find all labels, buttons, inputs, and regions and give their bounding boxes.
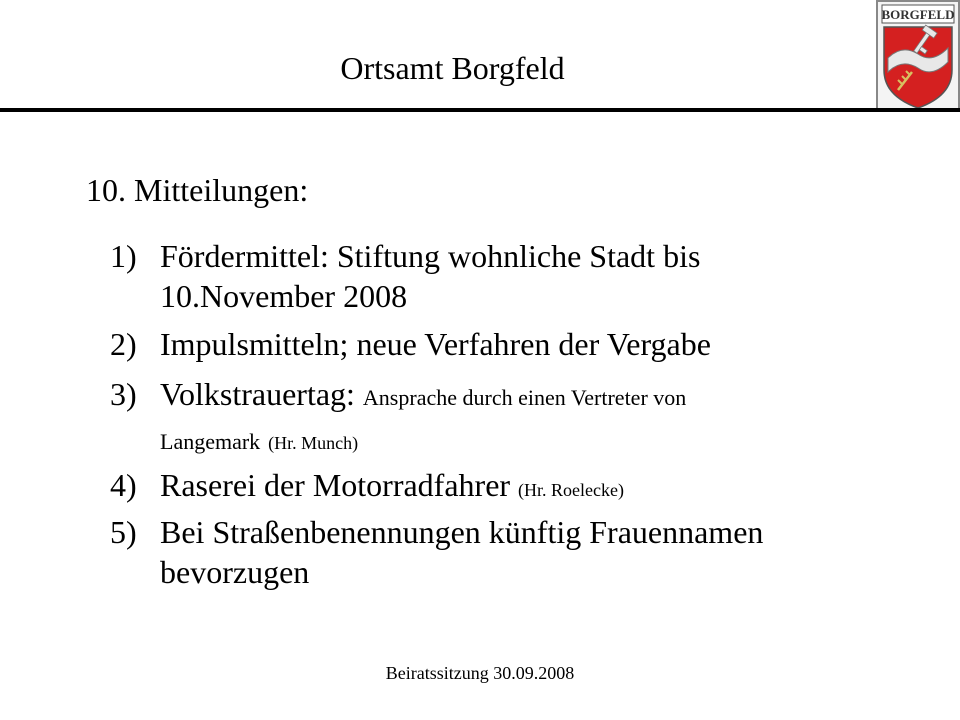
slide-footer: Beiratssitzung 30.09.2008	[385, 663, 575, 683]
list-item	[110, 465, 910, 510]
item-number: 2)	[110, 326, 137, 362]
item-text: Raserei der Motorradfahrer (Hr. Roelecke)	[160, 467, 624, 503]
list-item	[110, 324, 910, 364]
item-note: (Hr. Roelecke)	[518, 480, 624, 500]
announcement-list	[110, 230, 910, 592]
section-heading: 10. Mitteilungen:	[86, 172, 309, 208]
item-number: 3)	[110, 376, 137, 412]
item-text: Bei Straßenbenennungen künftig Frauennamen bevorzugen	[160, 514, 764, 590]
item-text: Fördermittel: Stiftung wohnliche Stadt bis 10.November 2008	[160, 238, 701, 314]
item-number: 5)	[110, 514, 137, 550]
item-text: Impulsmitteln; neue Verfahren der Vergabe	[160, 326, 711, 362]
borgfeld-crest-logo	[876, 0, 960, 112]
page-title: Ortsamt Borgfeld	[340, 50, 565, 86]
list-item	[110, 236, 910, 316]
item-note: (Hr. Munch)	[268, 433, 359, 453]
list-item	[110, 374, 910, 463]
list-item	[110, 512, 910, 592]
item-number: 1)	[110, 238, 137, 274]
svg-text:BORGFELD: BORGFELD	[881, 7, 955, 22]
item-text: Volkstrauertag: Ansprache durch einen Vertreter von Langemark (Hr. Munch)	[160, 376, 687, 454]
item-number: 4)	[110, 467, 137, 503]
header-divider	[0, 108, 960, 112]
